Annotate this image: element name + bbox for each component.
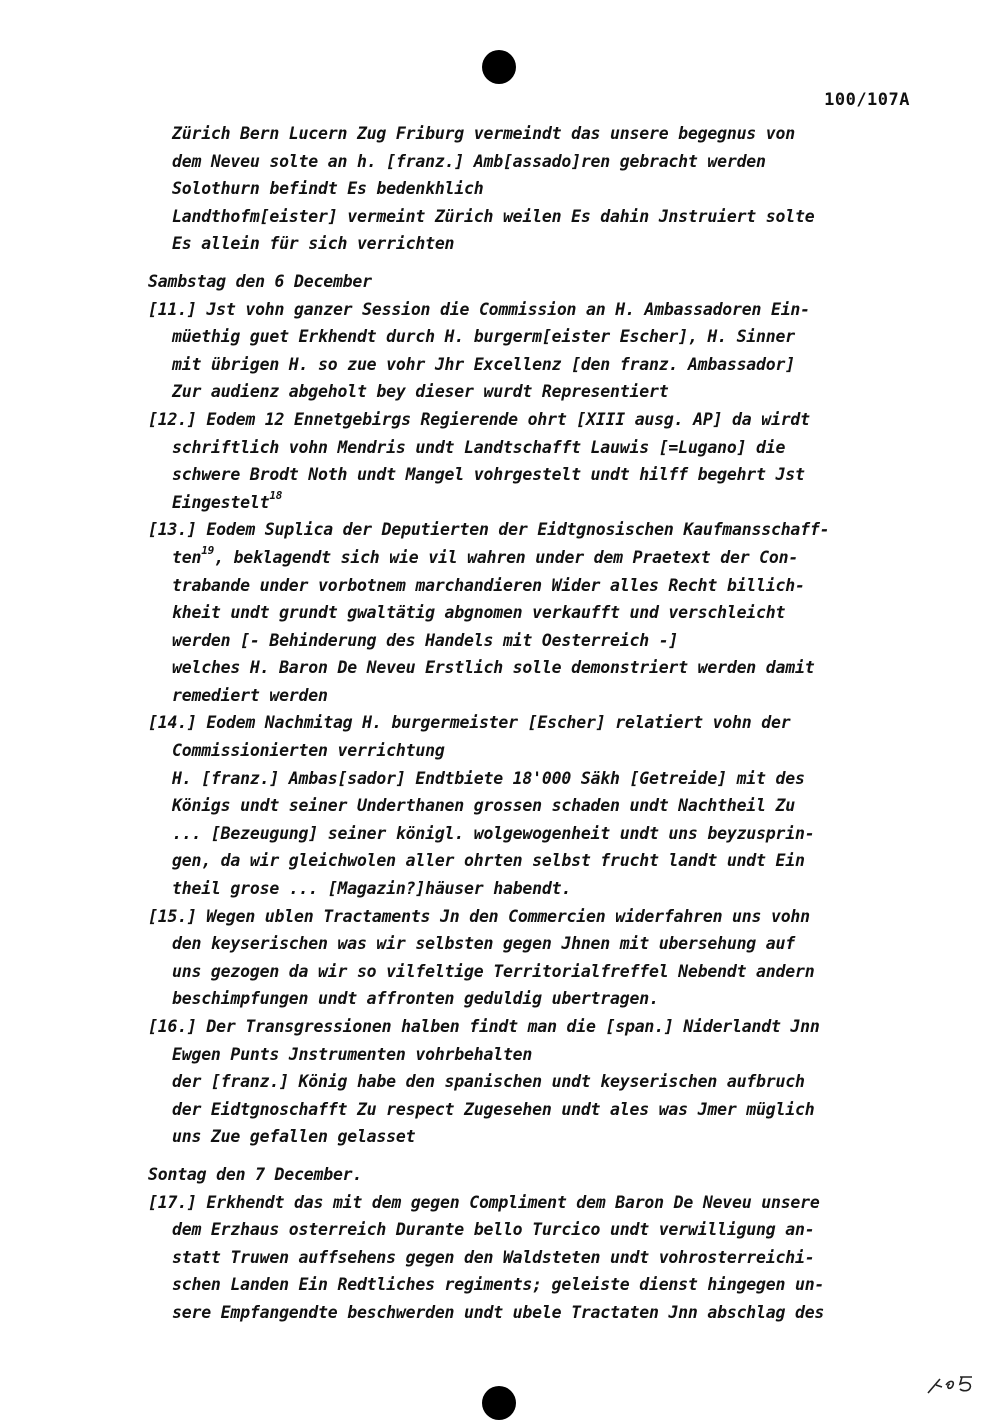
paragraph-gap	[148, 258, 928, 268]
text-line	[148, 1299, 928, 1327]
text-line-content: [16.] Der Transgressionen halben findt man die [span.] Niderlandt Jnn	[148, 1017, 820, 1036]
text-line	[148, 930, 928, 958]
text-line	[148, 1161, 928, 1189]
footnote-marker: 18	[269, 489, 283, 503]
text-line-content: gen, da wir gleichwolen aller ohrten selbst frucht landt undt Ein	[172, 851, 805, 871]
text-line	[148, 203, 928, 231]
text-line-content: trabande under vorbotnem marchandieren Wider alles Recht billich-	[172, 575, 805, 595]
text-line	[148, 627, 928, 655]
text-line	[148, 572, 928, 600]
text-line-content: [13.] Eodem Suplica der Deputierten der Eidtgnosischen Kaufmansschaff-	[148, 520, 830, 540]
text-line	[148, 268, 928, 296]
text-line	[148, 323, 928, 351]
text-line-content: Zürich Bern Lucern Zug Friburg vermeindt das unsere begegnus von	[172, 124, 795, 143]
text-line	[148, 737, 928, 765]
text-line	[148, 654, 928, 682]
text-line	[148, 1271, 928, 1299]
footnote-marker: 19	[201, 544, 215, 558]
text-line	[148, 875, 928, 903]
text-line	[148, 958, 928, 986]
text-line	[148, 1216, 928, 1244]
text-line-content: müethig guet Erkhendt durch H. burgerm[eister Escher], H. Sinner	[172, 327, 795, 347]
text-line	[148, 296, 928, 324]
text-line	[148, 792, 928, 820]
document-reference: 100/107A	[824, 90, 910, 110]
text-line-content: Eingestelt	[172, 492, 270, 512]
paragraph-gap	[148, 1151, 928, 1161]
text-line-content: [14.] Eodem Nachmitag H. burgermeister [Escher] relatiert vohn der	[148, 713, 791, 733]
handwritten-folio-number	[926, 1371, 980, 1397]
text-line	[148, 1013, 928, 1041]
text-line-content: Solothurn befindt Es bedenkhlich	[172, 179, 484, 199]
text-line-content: welches H. Baron De Neveu Erstlich solle demonstriert werden damit	[172, 658, 815, 678]
text-line-content: theil grose ... [Magazin?]häuser habendt.	[172, 879, 572, 899]
text-line-content: werden [- Behinderung des Handels mit Oesterreich -]	[172, 630, 679, 650]
text-line	[148, 847, 928, 875]
text-line	[148, 544, 928, 572]
text-line	[148, 1068, 928, 1096]
text-line-content: Königs undt seiner Underthanen grossen schaden undt Nachtheil Zu	[172, 796, 795, 816]
text-line-content: Landthofm[eister] vermeint Zürich weilen Es dahin Jnstruiert solte	[172, 206, 815, 226]
text-line-content: Zur audienz abgeholt bey dieser wurdt Representiert	[172, 382, 669, 402]
text-line	[148, 175, 928, 203]
text-line-content: ten	[172, 547, 202, 567]
text-line	[148, 489, 928, 517]
text-line	[148, 461, 928, 489]
text-line-content: den keyserischen was wir selbsten gegen Jhnen mit ubersehung auf	[172, 934, 795, 954]
text-line	[148, 516, 928, 544]
text-line	[148, 709, 928, 737]
text-line-content: uns gezogen da wir so vilfeltige Territorialfreffel Nebendt andern	[172, 961, 815, 981]
text-line-content: [11.] Jst vohn ganzer Session die Commission an H. Ambassadoren Ein-	[148, 299, 810, 319]
text-line	[148, 1244, 928, 1272]
text-line-content: Sambstag den 6 December	[148, 271, 372, 291]
text-line-content: schwere Brodt Noth undt Mangel vohrgestelt undt hilff begehrt Jst	[172, 465, 805, 485]
text-line-content: Es allein für sich verrichten	[172, 234, 455, 254]
text-line	[148, 351, 928, 379]
text-line-content: schen Landen Ein Redtliches regiments; geleiste dienst hingegen un-	[172, 1275, 825, 1295]
text-line-content: statt Truwen auffsehens gegen den Waldsteten undt vohrosterreichi-	[172, 1247, 815, 1267]
text-line-content: ... [Bezeugung] seiner königl. wolgewogenheit undt uns beyzusprin-	[172, 823, 815, 843]
handwritten-folio-mark	[926, 1371, 980, 1397]
text-line-content: Sontag den 7 December.	[148, 1164, 363, 1184]
text-line	[148, 820, 928, 848]
text-line-content: H. [franz.] Ambas[sador] Endtbiete 18'000 Säkh [Getreide] mit des	[172, 768, 805, 788]
text-line-content: der [franz.] König habe den spanischen undt keyserischen aufbruch	[172, 1072, 805, 1092]
transcription-body	[148, 120, 928, 1327]
text-line	[148, 1189, 928, 1217]
text-line	[148, 434, 928, 462]
text-line-content: Ewgen Punts Jnstrumenten vohrbehalten	[172, 1044, 533, 1064]
text-line	[148, 1041, 928, 1069]
text-line	[148, 120, 928, 148]
text-line-content: dem Erzhaus osterreich Durante bello Turcico undt verwilligung an-	[172, 1220, 815, 1240]
text-line	[148, 378, 928, 406]
text-line-content: kheit undt grundt gwaltätig abgnomen verkaufft und verschleicht	[172, 603, 786, 623]
text-line-content: [17.] Erkhendt das mit dem gegen Compliment dem Baron De Neveu unsere	[148, 1192, 820, 1212]
text-line	[148, 230, 928, 258]
text-line-content: [15.] Wegen ublen Tractaments Jn den Commercien widerfahren uns vohn	[148, 906, 810, 926]
text-line	[148, 985, 928, 1013]
punch-hole-bottom	[482, 1386, 516, 1420]
text-line	[148, 903, 928, 931]
text-line-content: remediert werden	[172, 685, 328, 705]
text-line	[148, 599, 928, 627]
text-line	[148, 765, 928, 793]
text-line-content: beschimpfungen undt affronten geduldig ubertragen.	[172, 989, 659, 1009]
text-line-continuation: , beklagendt sich wie vil wahren under dem Praetext der Con-	[214, 547, 799, 567]
text-line-content: [12.] Eodem 12 Ennetgebirgs Regierende ohrt [XIII ausg. AP] da wirdt	[148, 409, 810, 429]
text-line-content: uns Zue gefallen gelasset	[172, 1127, 416, 1147]
text-line-content: Commissionierten verrichtung	[172, 741, 445, 761]
text-line-content: der Eidtgnoschafft Zu respect Zugesehen undt ales was Jmer müglich	[172, 1099, 815, 1119]
text-line	[148, 406, 928, 434]
text-line-content: dem Neveu solte an h. [franz.] Amb[assado]ren gebracht werden	[172, 151, 766, 171]
text-line	[148, 1123, 928, 1151]
punch-hole-top	[482, 50, 516, 84]
text-line-content: sere Empfangendte beschwerden undt ubele Tractaten Jnn abschlag des	[172, 1302, 825, 1322]
text-line	[148, 148, 928, 176]
text-line	[148, 682, 928, 710]
text-line	[148, 1096, 928, 1124]
text-line-content: mit übrigen H. so zue vohr Jhr Excellenz [den franz. Ambassador]	[172, 354, 795, 374]
text-line-content: schriftlich vohn Mendris undt Landtschafft Lauwis [=Lugano] die	[172, 437, 786, 457]
